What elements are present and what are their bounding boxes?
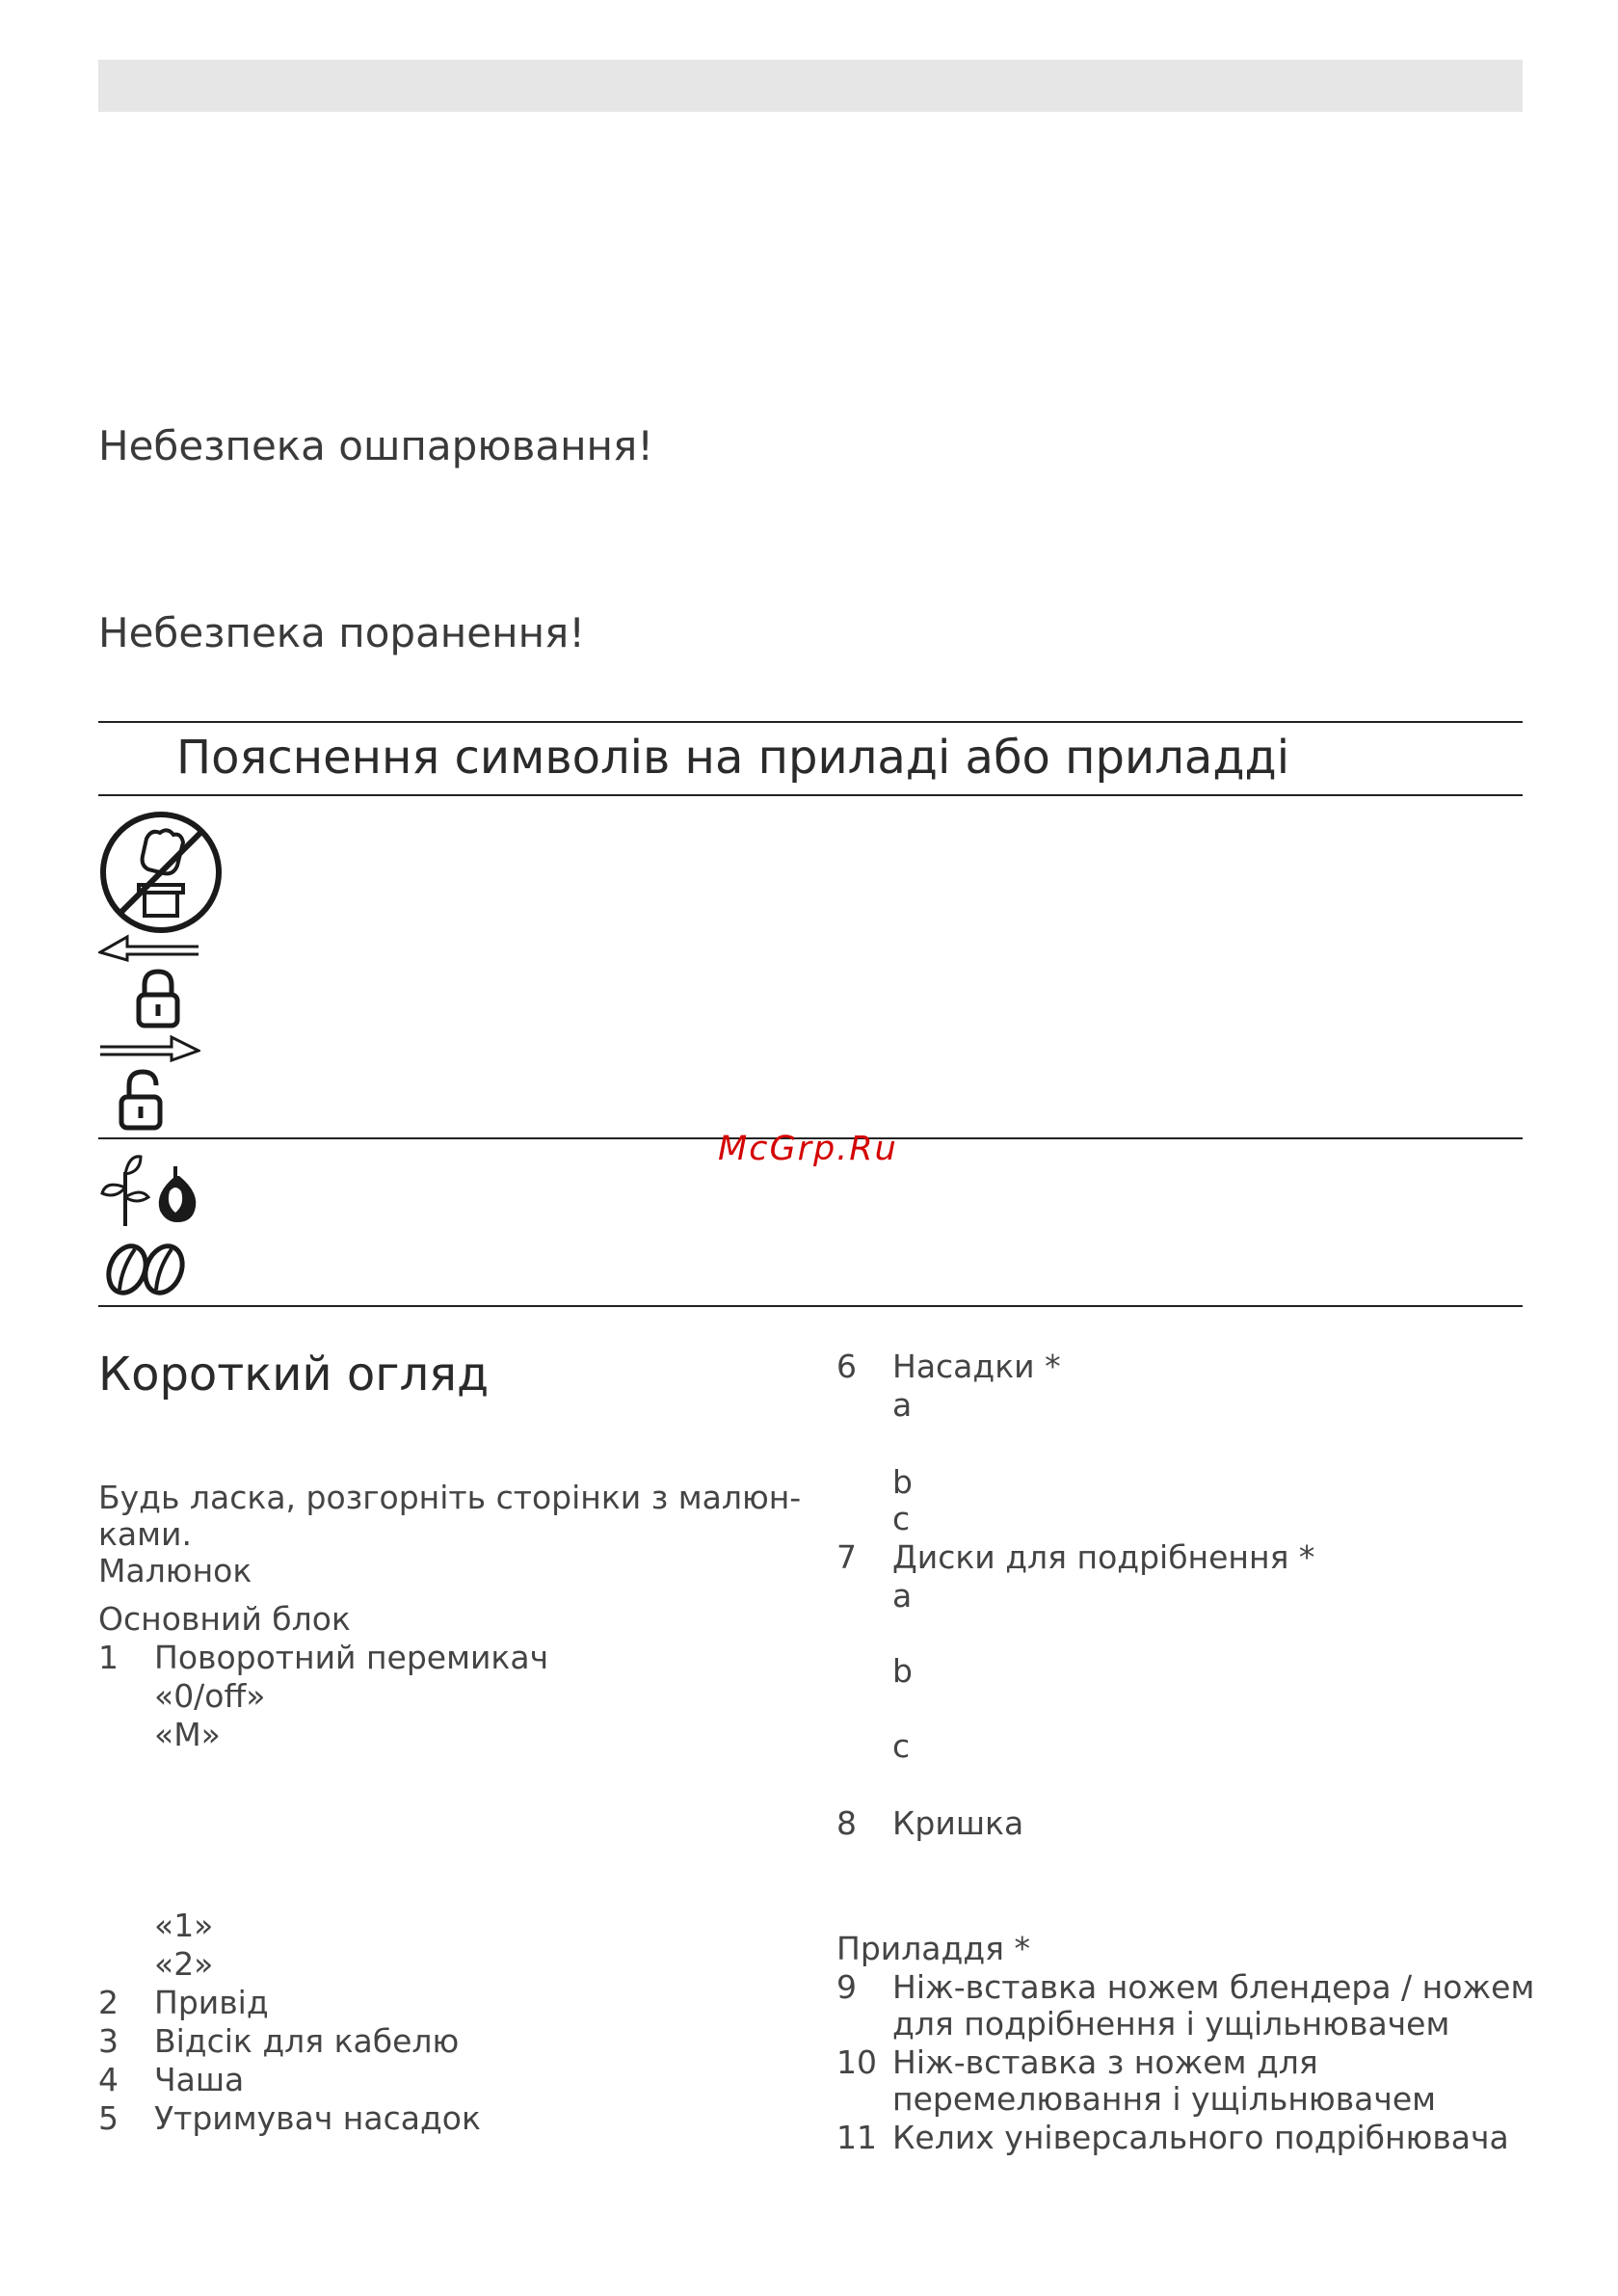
list-item: c	[892, 1727, 911, 1765]
list-item: Утримувач насадок	[154, 2099, 481, 2137]
overview-title: Короткий огляд	[98, 1348, 490, 1402]
list-item: c	[892, 1500, 911, 1537]
no-hand-icon	[98, 810, 224, 935]
list-item-number: 2	[98, 1984, 119, 2021]
list-item-number: 1	[98, 1639, 119, 1676]
arrow-right-icon	[98, 1033, 200, 1064]
list-item-number: 7	[836, 1538, 857, 1576]
intro-text: ками.	[98, 1515, 192, 1553]
list-item: a	[892, 1386, 913, 1424]
list-item: b	[892, 1652, 913, 1690]
list-item-number: 9	[836, 1968, 857, 2006]
accessories-heading: Приладдя *	[836, 1930, 1030, 1967]
list-item: Ніж-вставка ножем блендера / ножем	[892, 1968, 1535, 2006]
arrow-left-icon	[98, 933, 200, 964]
list-item: «M»	[154, 1716, 221, 1753]
list-item: Диски для подрібнення *	[892, 1538, 1315, 1576]
symbols-section-title: Пояснення символів на приладі або приладді	[176, 731, 1290, 785]
list-item: Келих універсального подрібнювача	[892, 2119, 1509, 2156]
lock-open-icon	[114, 1068, 172, 1132]
list-item: «0/off»	[154, 1677, 266, 1715]
list-item: Привід	[154, 1984, 269, 2021]
watermark: McGrp.Ru	[718, 1130, 898, 1168]
herbs-onion-icon	[98, 1153, 204, 1230]
intro-text: Будь ласка, розгорніть сторінки з малюн-	[98, 1479, 802, 1516]
list-item-number: 6	[836, 1348, 857, 1385]
divider	[98, 721, 1523, 723]
list-item: для подрібнення і ущільнювачем	[892, 2005, 1450, 2042]
list-item: «2»	[154, 1945, 214, 1983]
list-item: Насадки *	[892, 1348, 1061, 1385]
list-item-number: 10	[836, 2043, 877, 2081]
list-item-number: 5	[98, 2099, 119, 2137]
list-item: перемелювання і ущільнювачем	[892, 2080, 1437, 2118]
list-item: b	[892, 1463, 913, 1501]
list-item: Кришка	[892, 1804, 1024, 1842]
list-item: «1»	[154, 1907, 214, 1944]
list-item: Відсік для кабелю	[154, 2022, 460, 2060]
warning-injury: Небезпека поранення!	[98, 609, 586, 656]
divider	[98, 1305, 1523, 1307]
lock-closed-icon	[133, 968, 183, 1029]
coffee-beans-icon	[102, 1241, 191, 1297]
list-item-number: 3	[98, 2022, 119, 2060]
main-unit-heading: Основний блок	[98, 1600, 351, 1638]
list-item-number: 4	[98, 2061, 119, 2098]
warning-scald: Небезпека ошпарювання!	[98, 422, 654, 469]
header-bar	[98, 60, 1523, 112]
list-item: Чаша	[154, 2061, 245, 2098]
list-item: Ніж-вставка з ножем для	[892, 2043, 1318, 2081]
list-item-number: 8	[836, 1804, 857, 1842]
list-item-number: 11	[836, 2119, 877, 2156]
list-item: Поворотний перемикач	[154, 1639, 549, 1676]
figure-label: Малюнок	[98, 1552, 252, 1589]
divider	[98, 794, 1523, 796]
list-item: a	[892, 1577, 913, 1615]
